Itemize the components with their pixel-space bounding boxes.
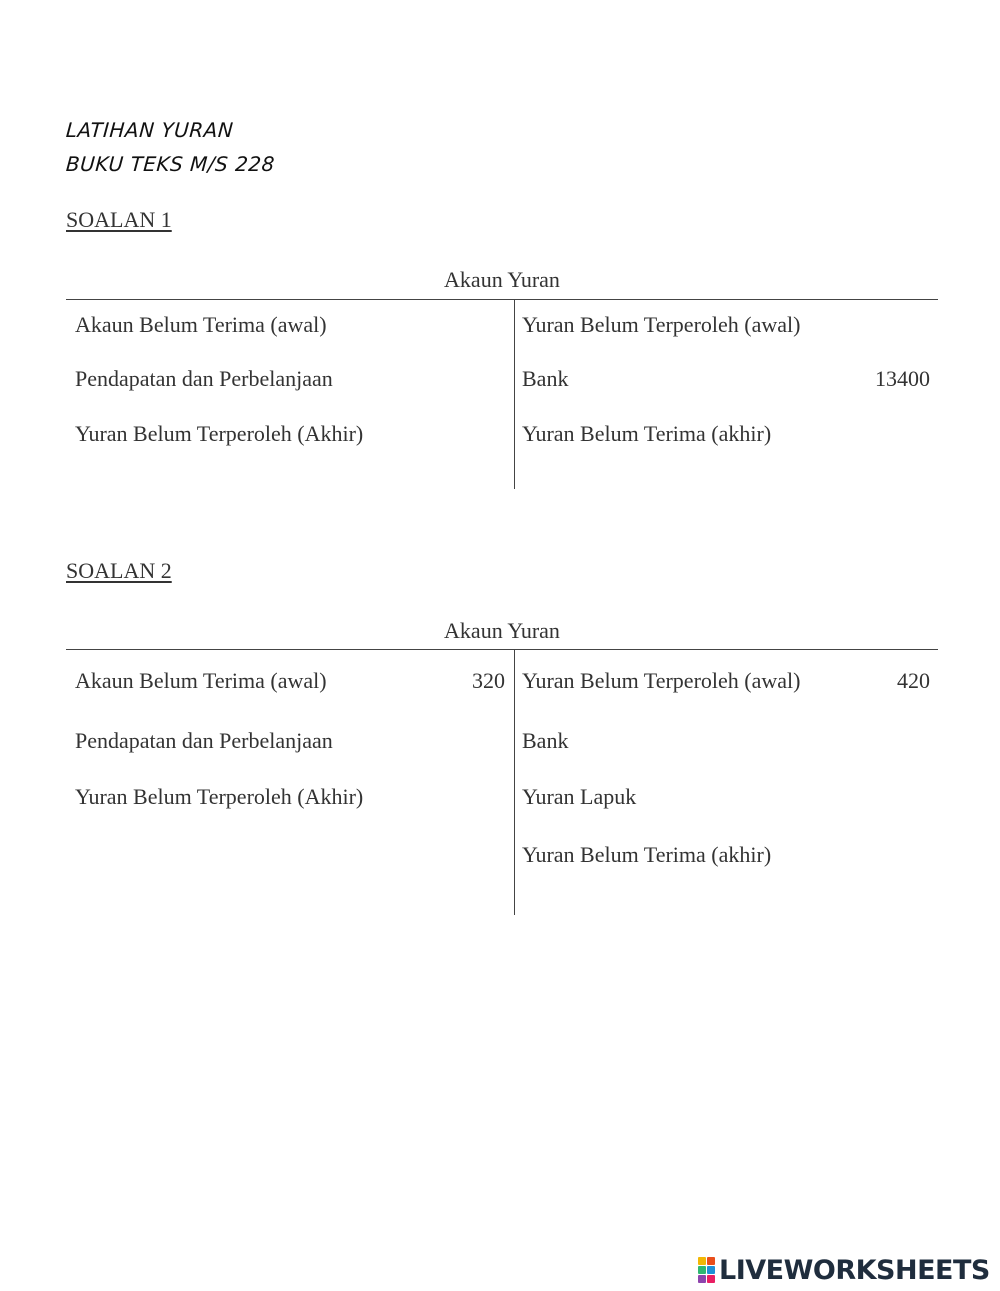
q1-t-account-divider xyxy=(514,299,515,489)
q2-credit-item: Yuran Belum Terperoleh (awal) xyxy=(522,668,801,693)
q2-debit-item: Akaun Belum Terima (awal) xyxy=(75,668,327,693)
q2-credit-item: Bank xyxy=(522,728,569,753)
q2-credit-item: Yuran Belum Terima (akhir) xyxy=(522,842,772,867)
q1-debit-item: Yuran Belum Terperoleh (Akhir) xyxy=(75,421,364,446)
logo-square xyxy=(698,1257,706,1265)
q1-t-account-top-line xyxy=(66,299,938,300)
logo-square xyxy=(707,1266,715,1274)
q2-debit-item: Yuran Belum Terperoleh (Akhir) xyxy=(75,784,364,809)
question-2-label: SOALAN 2 xyxy=(66,558,172,583)
q2-credit-item: Yuran Lapuk xyxy=(522,784,637,809)
logo-square xyxy=(698,1266,706,1274)
q2-debit-item: Pendapatan dan Perbelanjaan xyxy=(75,728,333,753)
logo-mark-icon xyxy=(698,1257,715,1283)
worksheet-subtitle: BUKU TEKS M/S 228 xyxy=(65,152,276,176)
logo-square xyxy=(707,1257,715,1265)
q2-credit-amount: 420 xyxy=(897,668,930,693)
logo-square xyxy=(698,1275,706,1283)
q2-t-account-divider xyxy=(514,649,515,915)
q1-credit-item: Yuran Belum Terima (akhir) xyxy=(522,421,772,446)
question-1-label: SOALAN 1 xyxy=(66,207,172,232)
q1-credit-item: Bank xyxy=(522,366,569,391)
logo-square xyxy=(707,1275,715,1283)
liveworksheets-logo xyxy=(698,1255,990,1285)
brand-name: LIVEWORKSHEETS xyxy=(719,1254,990,1286)
q2-account-title: Akaun Yuran xyxy=(444,618,560,643)
q1-credit-item: Yuran Belum Terperoleh (awal) xyxy=(522,312,801,337)
q1-debit-item: Akaun Belum Terima (awal) xyxy=(75,312,327,337)
q2-t-account-top-line xyxy=(66,649,938,650)
q1-credit-amount: 13400 xyxy=(875,366,930,391)
q1-account-title: Akaun Yuran xyxy=(444,267,560,292)
worksheet-title: LATIHAN YURAN xyxy=(65,118,235,142)
q1-debit-item: Pendapatan dan Perbelanjaan xyxy=(75,366,333,391)
q2-debit-amount: 320 xyxy=(472,668,505,693)
